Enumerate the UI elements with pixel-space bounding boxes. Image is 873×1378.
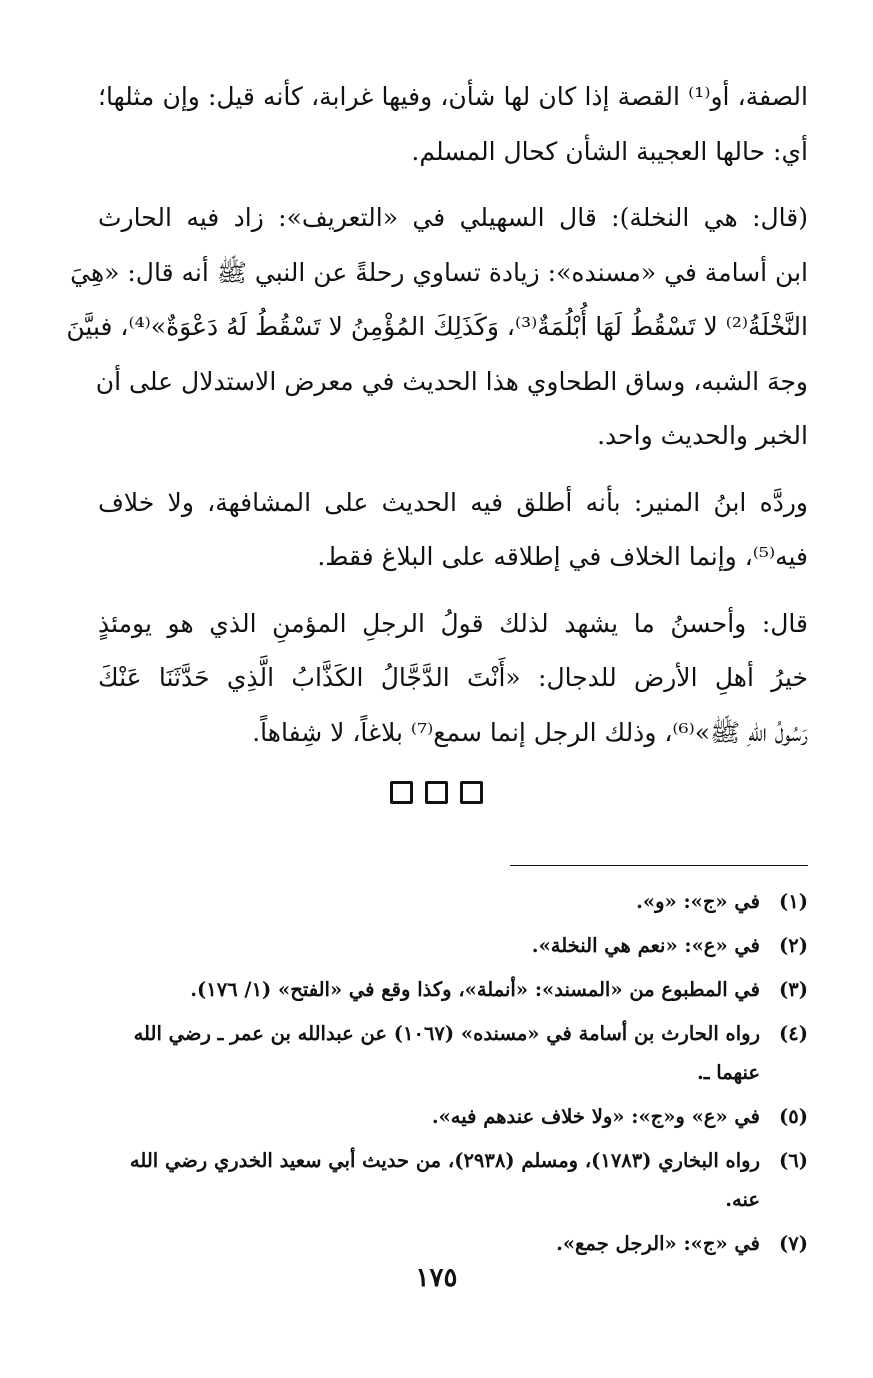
footnote-text: في المطبوع من «المسند»: «أنملة»، وكذا وقع في «الفتح» (١/ ١٧٦).: [190, 978, 760, 1001]
page-number: ١٧٥: [415, 1263, 458, 1293]
footnote-number: (٢): [779, 934, 808, 957]
section-divider-ornament: [0, 781, 873, 805]
paragraph-2: [66, 191, 808, 464]
text-line: الصفة، أو⁽¹⁾ القصة إذا كان لها شأن، وفيها غرابة، كأنه قيل: وإن مثلها؛: [98, 82, 808, 111]
footnote-text: في «ع» و«ج»: «ولا خلاف عندهم فيه».: [431, 1105, 760, 1128]
footnote-text: رواه الحارث بن أسامة في «مسنده» (١٠٦٧) عن عبدالله بن عمر ـ رضي الله عنهما ـ.: [133, 1022, 760, 1084]
footnote-text: رواه البخاري (١٧٨٣)، ومسلم (٢٩٣٨)، من حديث أبي سعيد الخدري رضي الله عنه.: [129, 1149, 760, 1211]
footnote-item: [98, 1014, 808, 1092]
main-text: [66, 70, 808, 772]
footnote-number: (٥): [779, 1105, 808, 1128]
footnotes: [98, 882, 808, 1268]
text-line: (قال: هي النخلة): قال السهيلي في «التعريف»: زاد فيه الحارث: [98, 203, 808, 232]
footnote-separator: [510, 865, 808, 866]
footnote-item: [98, 926, 808, 965]
text-line: قال: وأحسنُ ما يشهد لذلك قولُ الرجلِ المؤمنِ الذي هو يومئذٍ: [98, 608, 808, 638]
paragraph-1: [98, 70, 808, 179]
footnote-item: [98, 1097, 808, 1136]
paragraph-4: [98, 597, 808, 761]
footnote-item: [98, 970, 808, 1009]
text-line: رَسُولُ اللهِ ﷺ»⁽⁶⁾، وذلك الرجل إنما سمع⁽⁷⁾ بلاغاً، لا شِفاهاً.: [252, 717, 808, 747]
square-ornament-icon: [390, 781, 413, 804]
footnote-item: [98, 1141, 808, 1219]
footnote-item: [98, 882, 808, 921]
footnote-text: في «ع»: «نعم هي النخلة».: [531, 934, 760, 957]
text-line: وجهَ الشبه، وساق الطحاوي هذا الحديث في معرض الاستدلال على أن: [95, 366, 808, 396]
footnote-number: (٦): [779, 1149, 808, 1172]
footnote-text: في «ج»: «الرجل جمع».: [556, 1232, 760, 1255]
text-line: الخبر والحديث واحد.: [597, 421, 808, 450]
footnote-number: (٧): [779, 1232, 808, 1255]
square-ornament-icon: [460, 781, 483, 804]
text-line: أي: حالها العجيبة الشأن كحال المسلم.: [411, 136, 808, 166]
text-line: خيرُ أهلِ الأرض للدجال: «أَنْتَ الدَّجَّالُ الكَذَّابُ الَّذِي حَدَّثَنَا عَنْكَ: [98, 663, 808, 692]
text-line: وردَّه ابنُ المنير: بأنه أطلق فيه الحديث على المشافهة، ولا خلاف: [98, 487, 808, 517]
square-ornament-icon: [425, 781, 448, 804]
text-line: النَّخْلَةُ⁽²⁾ لا تَسْقُطُ لَهَا أُبْلُمَةٌ⁽³⁾، وَكَذَلِكَ المُؤْمِنُ لا تَسْقُطُ لَهُ دَعْوَةٌ»⁽⁴⁾، فبيَّنَ: [66, 312, 808, 341]
text-line: فيه⁽⁵⁾، وإنما الخلاف في إطلاقه على البلاغ فقط.: [317, 542, 808, 571]
paragraph-3: [98, 476, 808, 585]
footnote-number: (٤): [779, 1022, 808, 1045]
footnote-number: (٣): [779, 978, 808, 1001]
text-line: ابن أسامة في «مسنده»: زيادة تساوي رحلةً عن النبي ﷺ أنه قال: «هِيَ: [70, 257, 808, 287]
footnote-text: في «ج»: «و».: [636, 890, 760, 913]
footnote-number: (١): [779, 890, 808, 913]
